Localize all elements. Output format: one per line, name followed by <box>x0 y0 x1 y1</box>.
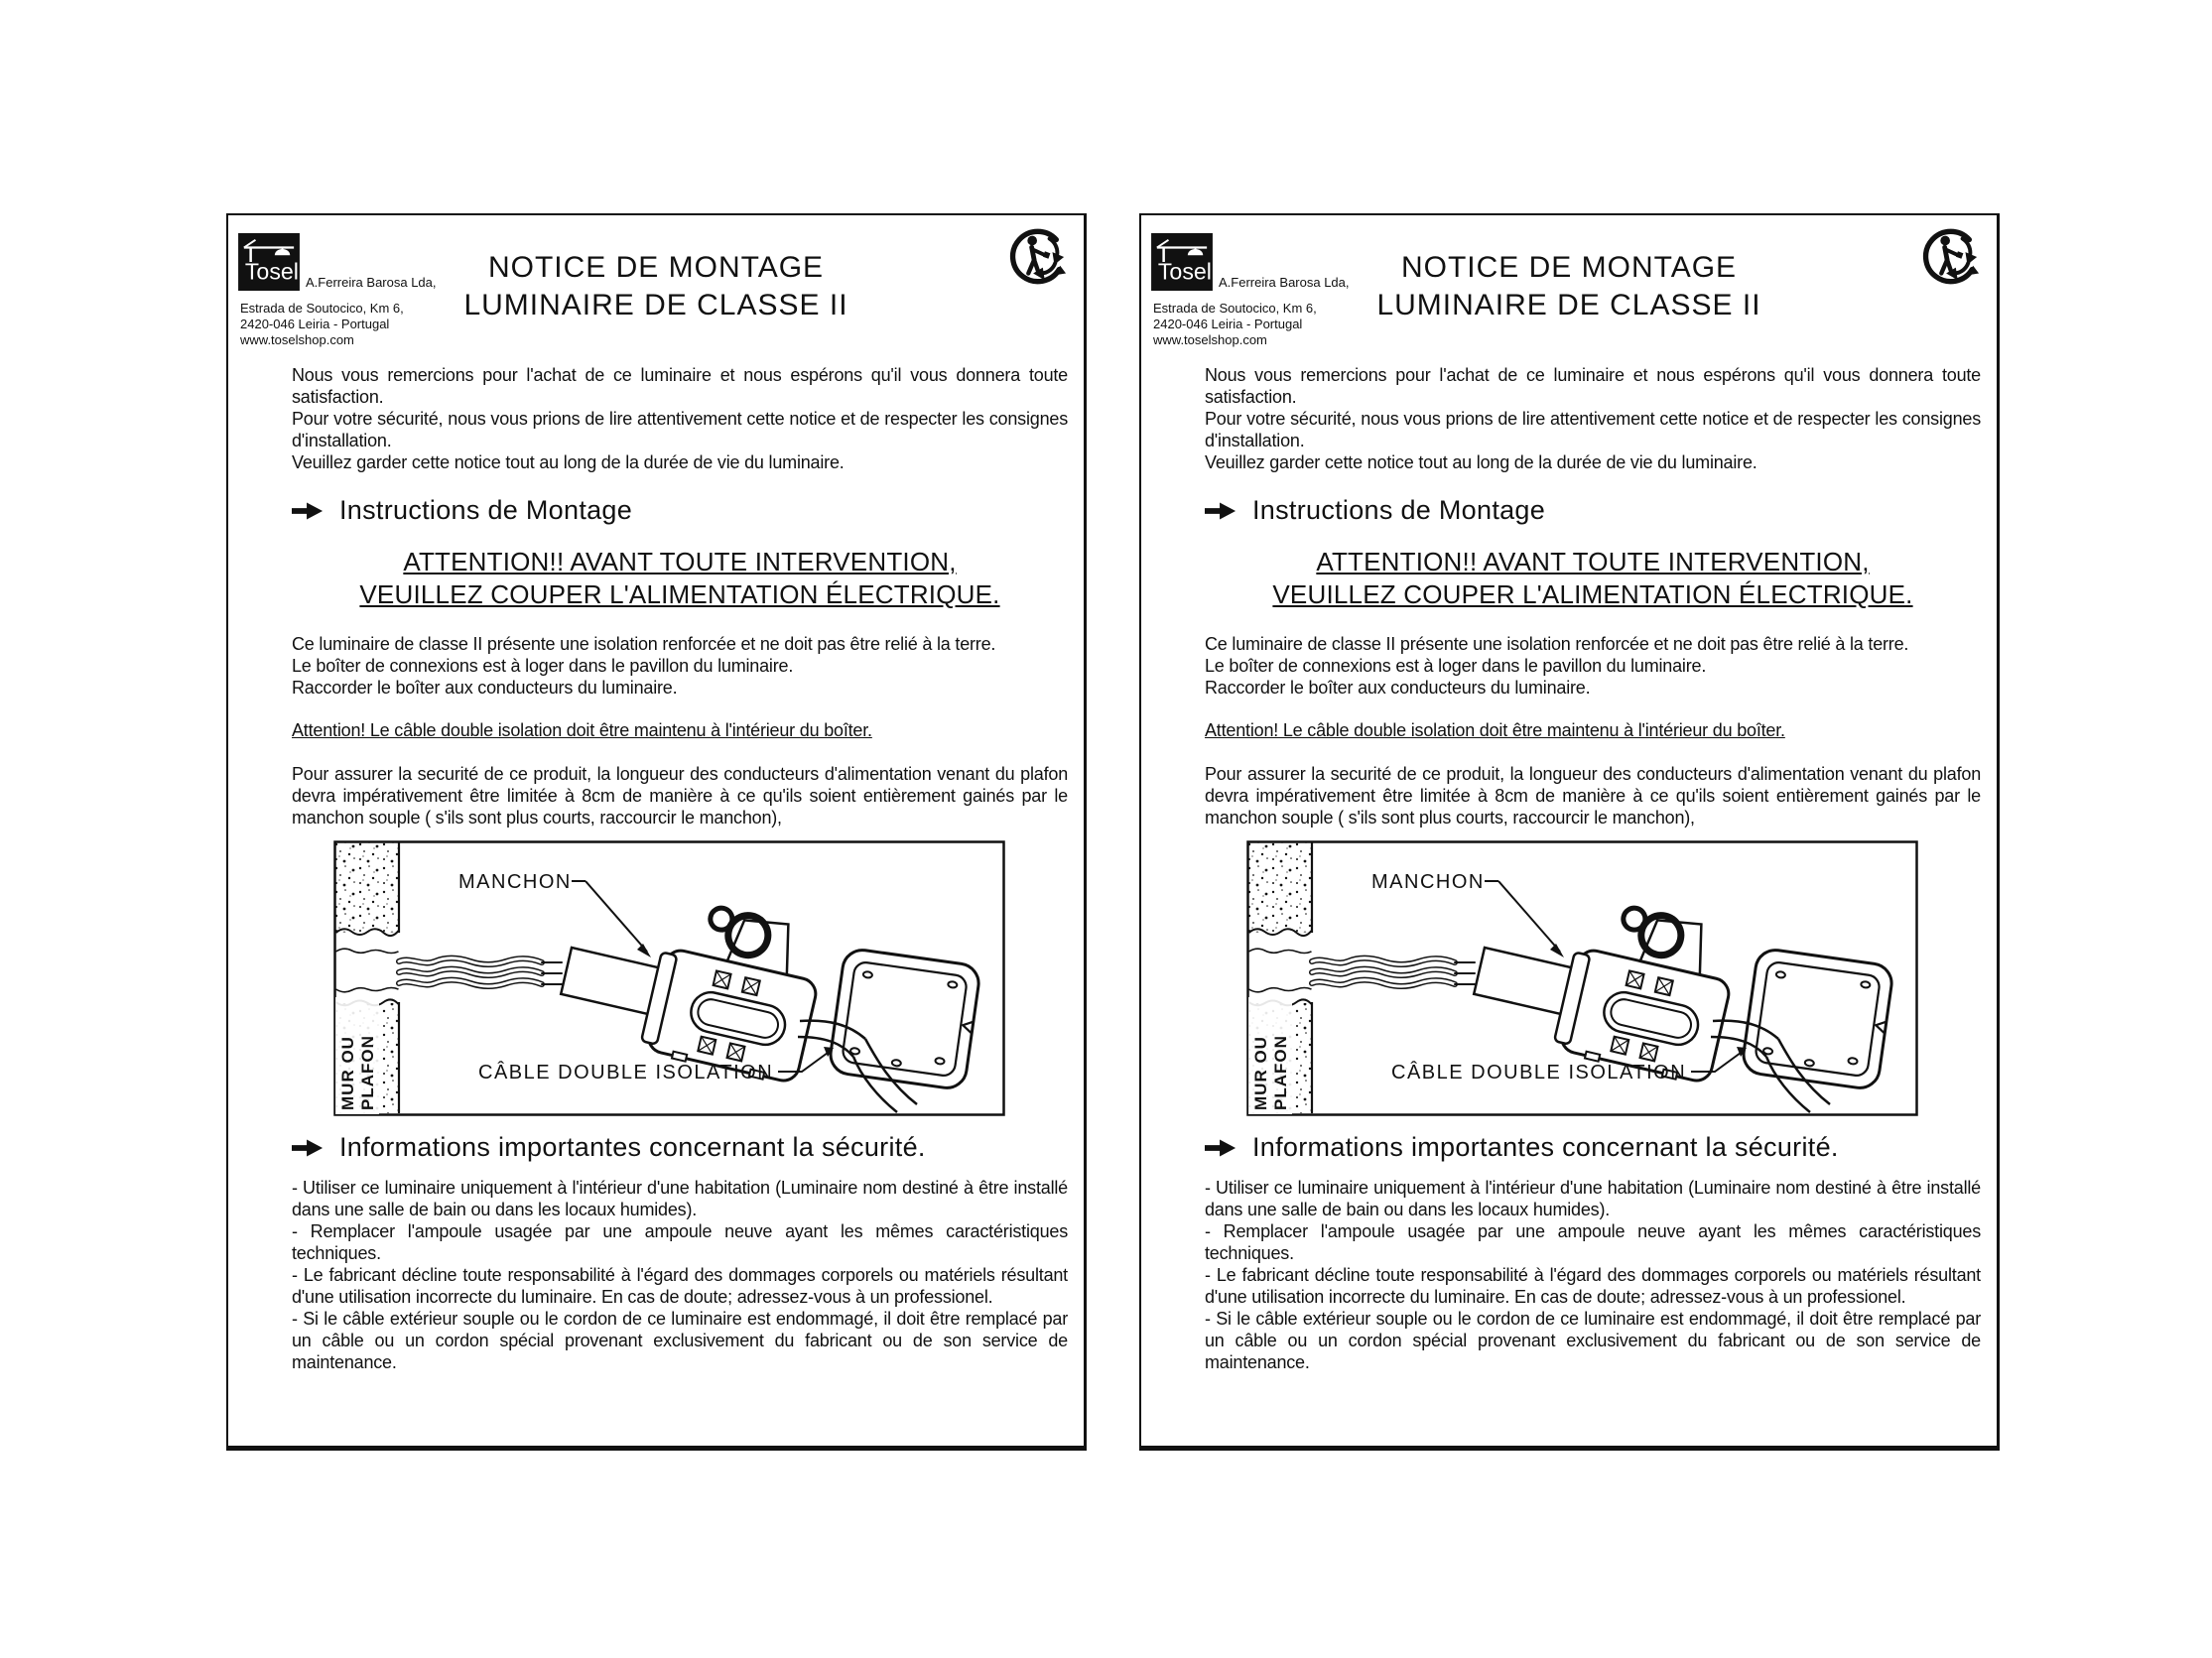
class2-info-line: Le boîter de connexions est à loger dans le pavillon du luminaire. <box>1205 656 1707 676</box>
class2-info-line: Ce luminaire de classe II présente une isolation renforcée et ne doit pas être relié à la terre. <box>292 634 996 654</box>
title-line-1: NOTICE DE MONTAGE <box>1400 251 1738 284</box>
conductor-length-note <box>1205 763 1981 829</box>
company-website: www.toselshop.com <box>1153 332 1267 347</box>
address-line: Estrada de Soutocico, Km 6, <box>240 301 404 316</box>
panel-header <box>228 215 1084 364</box>
title-line-1: NOTICE DE MONTAGE <box>487 251 825 284</box>
wall-label <box>1248 997 1292 1114</box>
section-heading-text: Instructions de Montage <box>339 495 633 525</box>
safety-item: - Utiliser ce luminaire uniquement à l'intérieur d'une habitation (Luminaire nom destiné à être installé dans une salle de bain ou dans les locaux humides). <box>292 1178 1068 1219</box>
section-heading-text: Informations importantes concernant la sécurité. <box>339 1132 926 1162</box>
document-title <box>1250 249 1887 324</box>
brand-name: Tosel <box>1157 258 1212 285</box>
panel-content <box>1205 364 1981 1373</box>
conductor-length-note <box>292 763 1068 829</box>
intro-paragraph: Pour votre sécurité, nous vous prions de lire attentivement cette notice et de respecter les consignes d'installation. <box>1205 409 1981 450</box>
safety-items <box>1205 1177 1981 1373</box>
svg-text:MUR OU: MUR OU <box>338 1036 357 1110</box>
safety-item: - Le fabricant décline toute responsabilité à l'égard des dommages corporels ou matériels résultant d'une utilisation incorrecte du luminaire. En cas de doute; adressez-vous à un professionel. <box>1205 1265 1981 1307</box>
cable-warning: Attention! Le câble double isolation doit être maintenu à l'intérieur du boîter. <box>1205 720 1785 740</box>
intro-paragraph: Nous vous remercions pour l'achat de ce luminaire et nous espérons qu'il vous donnera toute satisfaction. <box>1205 365 1981 407</box>
address-line: 2420-046 Leiria - Portugal <box>1153 317 1303 331</box>
safety-item: - Si le câble extérieur souple ou le cordon de ce luminaire est endommagé, il doit être remplacé par un câble ou un cordon spécial provenant exclusivement du fabricant ou de son service de maintenance. <box>292 1309 1068 1372</box>
power-warning <box>1205 546 1981 611</box>
warning-line-1: ATTENTION!! AVANT TOUTE INTERVENTION, <box>403 547 957 576</box>
notice-panel <box>226 213 1087 1451</box>
svg-text:MUR OU: MUR OU <box>1251 1036 1270 1110</box>
title-line-2: LUMINAIRE DE CLASSE II <box>463 289 848 321</box>
cover-plate <box>828 948 980 1090</box>
warning-line-2: VEUILLEZ COUPER L'ALIMENTATION ÉLECTRIQUE. <box>1272 579 1913 609</box>
label-cable-double-isolation: CÂBLE DOUBLE ISOLATION <box>1391 1062 1687 1084</box>
company-name: A.Ferreira Barosa Lda, <box>306 275 437 290</box>
warning-line-2: VEUILLEZ COUPER L'ALIMENTATION ÉLECTRIQUE. <box>359 579 1000 609</box>
class2-info <box>1205 633 1981 699</box>
arrow-right-icon <box>1205 1136 1236 1160</box>
label-cable-double-isolation: CÂBLE DOUBLE ISOLATION <box>478 1062 774 1084</box>
section-heading-text: Informations importantes concernant la sécurité. <box>1252 1132 1839 1162</box>
intro-paragraphs <box>1205 364 1981 473</box>
tosel-logo <box>1151 233 1213 291</box>
installation-diagram <box>1246 840 1918 1116</box>
safety-items <box>292 1177 1068 1373</box>
intro-paragraph: Veuillez garder cette notice tout au long de la durée de vie du luminaire. <box>292 452 845 472</box>
class2-info-line: Raccorder le boîter aux conducteurs du luminaire. <box>1205 678 1591 698</box>
section-heading-montage <box>1205 495 1981 526</box>
cover-plate <box>1741 948 1893 1090</box>
address-line: Estrada de Soutocico, Km 6, <box>1153 301 1317 316</box>
company-name: A.Ferreira Barosa Lda, <box>1219 275 1350 290</box>
conductor-length-text: Pour assurer la securité de ce produit, la longueur des conducteurs d'alimentation venant du plafon devra impérativement être limitée à 8cm de manière à ce qu'ils soient entièrement gainés par le manchon souple ( s'ils sont plus courts, raccourcir le manchon), <box>292 764 1068 828</box>
title-line-2: LUMINAIRE DE CLASSE II <box>1376 289 1761 321</box>
intro-paragraphs <box>292 364 1068 473</box>
intro-paragraph: Nous vous remercions pour l'achat de ce luminaire et nous espérons qu'il vous donnera toute satisfaction. <box>292 365 1068 407</box>
notice-panel <box>1139 213 2000 1451</box>
conductor-length-text: Pour assurer la securité de ce produit, la longueur des conducteurs d'alimentation venant du plafon devra impérativement être limitée à 8cm de manière à ce qu'ils soient entièrement gainés par le manchon souple ( s'ils sont plus courts, raccourcir le manchon), <box>1205 764 1981 828</box>
class2-info-line: Ce luminaire de classe II présente une isolation renforcée et ne doit pas être relié à la terre. <box>1205 634 1909 654</box>
section-heading-securite <box>1205 1132 1981 1163</box>
intro-paragraph: Pour votre sécurité, nous vous prions de lire attentivement cette notice et de respecter les consignes d'installation. <box>292 409 1068 450</box>
class2-info <box>292 633 1068 699</box>
safety-item: - Le fabricant décline toute responsabilité à l'égard des dommages corporels ou matériels résultant d'une utilisation incorrecte du luminaire. En cas de doute; adressez-vous à un professionel. <box>292 1265 1068 1307</box>
arrow-right-icon <box>292 499 324 523</box>
installation-diagram <box>333 840 1005 1116</box>
svg-text:PLAFON: PLAFON <box>358 1035 377 1110</box>
section-heading-montage <box>292 495 1068 526</box>
arrow-right-icon <box>1205 499 1236 523</box>
triman-recycling-icon <box>1006 225 1068 287</box>
safety-item: - Utiliser ce luminaire uniquement à l'intérieur d'une habitation (Luminaire nom destiné à être installé dans une salle de bain ou dans les locaux humides). <box>1205 1178 1981 1219</box>
document-title <box>337 249 975 324</box>
company-website: www.toselshop.com <box>240 332 354 347</box>
address-line: 2420-046 Leiria - Portugal <box>240 317 390 331</box>
label-manchon: MANCHON <box>458 871 572 893</box>
warning-line-1: ATTENTION!! AVANT TOUTE INTERVENTION, <box>1316 547 1870 576</box>
safety-item: - Remplacer l'ampoule usagée par une ampoule neuve ayant les mêmes caractéristiques techniques. <box>1205 1221 1981 1263</box>
tosel-logo <box>238 233 300 291</box>
class2-info-line: Le boîter de connexions est à loger dans le pavillon du luminaire. <box>292 656 794 676</box>
label-manchon: MANCHON <box>1371 871 1485 893</box>
class2-info-line: Raccorder le boîter aux conducteurs du luminaire. <box>292 678 678 698</box>
cable-warning: Attention! Le câble double isolation doit être maintenu à l'intérieur du boîter. <box>292 720 872 740</box>
arrow-right-icon <box>292 1136 324 1160</box>
wall-label <box>335 997 379 1114</box>
section-heading-text: Instructions de Montage <box>1252 495 1546 525</box>
power-warning <box>292 546 1068 611</box>
intro-paragraph: Veuillez garder cette notice tout au long de la durée de vie du luminaire. <box>1205 452 1757 472</box>
svg-text:PLAFON: PLAFON <box>1271 1035 1290 1110</box>
safety-item: - Si le câble extérieur souple ou le cordon de ce luminaire est endommagé, il doit être remplacé par un câble ou un cordon spécial provenant exclusivement du fabricant ou de son service de maintenance. <box>1205 1309 1981 1372</box>
section-heading-securite <box>292 1132 1068 1163</box>
panel-header <box>1141 215 1997 364</box>
brand-name: Tosel <box>244 258 299 285</box>
triman-recycling-icon <box>1919 225 1981 287</box>
panel-content <box>292 364 1068 1373</box>
safety-item: - Remplacer l'ampoule usagée par une ampoule neuve ayant les mêmes caractéristiques techniques. <box>292 1221 1068 1263</box>
